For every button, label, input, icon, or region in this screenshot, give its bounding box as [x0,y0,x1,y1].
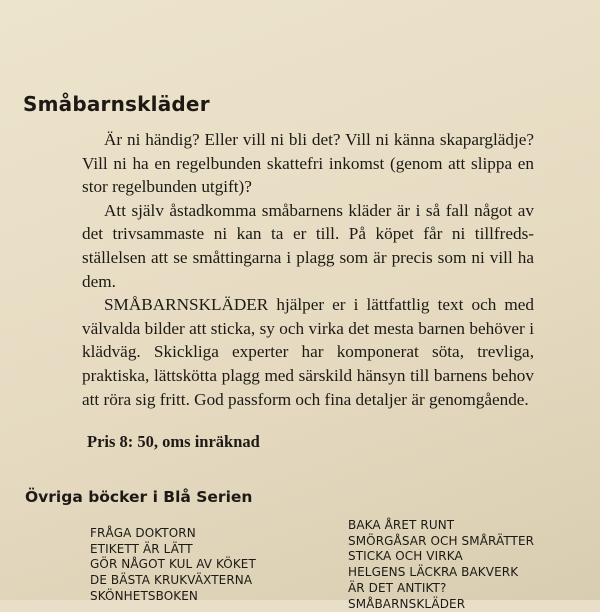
list-item: SMÖRGÅSAR OCH SMÅRÄTTER [348,533,535,548]
paragraph-book-content: SMÅBARNSKLÄDER hjälper er i lättfattlig text och med välvalda bilder att sticka, sy och virka det mesta barnen behöver i klädväg. Skickliga experter har komponerat söta, trevliga, praktiska, lättskötta plagg med särskild hänsyn till barnens behov att röra sig fritt. God passform och fina detaljer är genomgående. [82,295,534,409]
other-books-list-right [348,518,534,612]
list-item: HELGENS LÄCKRA BAKVERK [348,565,519,580]
list-item: GÖR NÅGOT KUL AV KÖKET [90,557,256,572]
other-books-heading: Övriga böcker i Blå Serien [25,488,253,506]
list-item: STICKA OCH VIRKA [348,549,463,564]
paragraph-benefit: Att själv åstadkomma småbarnens kläder är i så fall något av det trivsammaste ni kan ta er till. På köpet får ni tillfredsställelsen att se småttingarna i plagg som är precis som ni vill ha dem. [82,200,534,291]
page-title: Småbarnskläder [23,92,210,116]
list-item: DE BÄSTA KRUKVÄXTERNA [90,573,253,588]
list-item: ÄR DET ANTIKT? [348,580,447,595]
description-text [82,128,534,411]
paragraph-intro: Är ni händig? Eller vill ni bli det? Vill ni känna skaparglädje? Vill ni ha en regelbunden skattefri inkomst (genom att slippa en stor regelbunden utgift)? [82,130,534,197]
list-item: ETIKETT ÄR LÄTT [90,541,193,556]
other-books-list-left [90,526,256,605]
list-item: FRÅGA DOKTORN [90,526,196,540]
list-item: SMÅBARNSKLÄDER [348,596,466,611]
list-item: SKÖNHETSBOKEN [90,588,198,603]
list-item: BAKA ÅRET RUNT [348,518,455,532]
price-text: Pris 8: 50, oms inräknad [87,432,260,451]
